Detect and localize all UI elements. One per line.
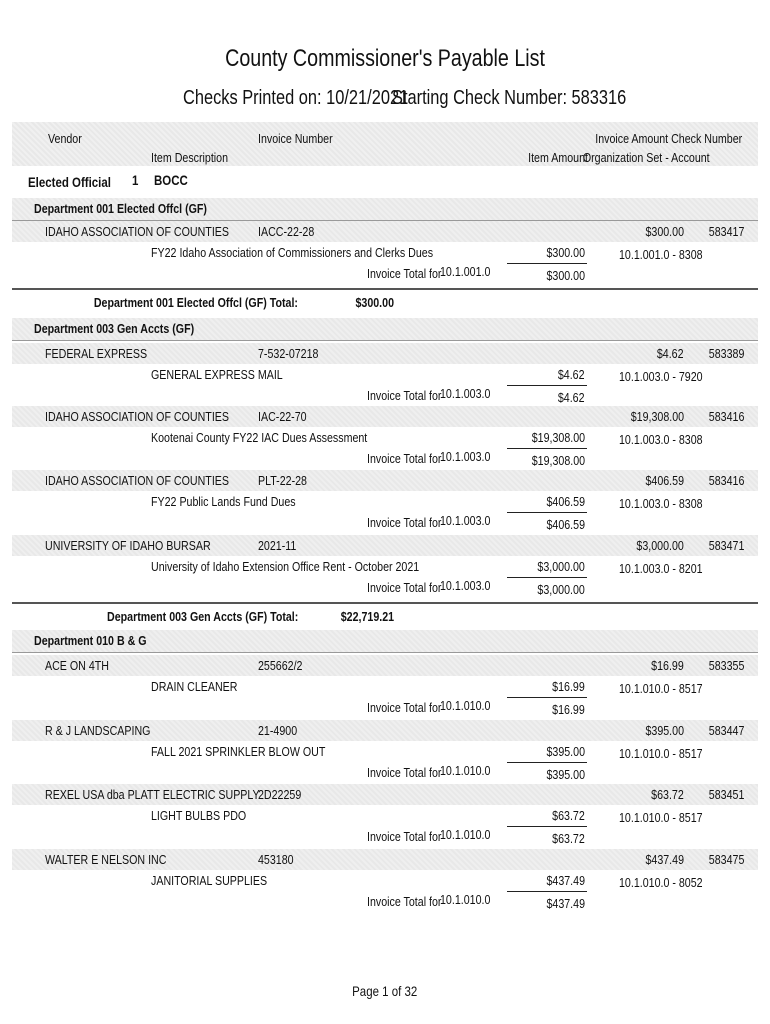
invoice-number: 2021-11	[258, 538, 297, 553]
invoice-number: 255662/2	[258, 658, 303, 673]
invoice-total: $63.72	[552, 831, 585, 846]
invoice-number: 2D22259	[258, 787, 302, 802]
check-number: 583416	[708, 473, 744, 488]
check-number: 583451	[708, 787, 744, 802]
vendor-name: ACE ON 4TH	[45, 658, 109, 673]
invoice-amount: $4.62	[657, 346, 684, 361]
check-number: 583416	[708, 409, 744, 424]
account: 10.1.010.0 - 8052	[619, 875, 703, 890]
invoice-total: $437.49	[546, 896, 585, 911]
header-amount-check: Invoice Amount Check Number	[595, 131, 742, 146]
check-number: 583447	[708, 723, 744, 738]
item-description: FALL 2021 SPRINKLER BLOW OUT	[151, 744, 326, 759]
total-underline	[507, 385, 587, 386]
invoice-total-label: Invoice Total for	[367, 451, 442, 466]
department-name: Department 010 B & G	[34, 633, 147, 648]
item-amount: $395.00	[546, 744, 585, 759]
vendor-name: UNIVERSITY OF IDAHO BURSAR	[45, 538, 211, 553]
section-number: 1	[132, 172, 139, 188]
header-org-set: Organization Set - Account	[583, 150, 710, 165]
invoice-total-org: 10.1.001.0	[440, 264, 491, 279]
report-title: County Commissioner's Payable List	[225, 45, 545, 72]
section-name: BOCC	[154, 172, 188, 188]
invoice-amount: $300.00	[645, 224, 684, 239]
invoice-total-org: 10.1.003.0	[440, 386, 491, 401]
checks-printed-date: Checks Printed on: 10/21/2021	[183, 87, 409, 109]
invoice-total-label: Invoice Total for	[367, 765, 442, 780]
department-name: Department 001 Elected Offcl (GF)	[34, 201, 207, 216]
vendor-name: IDAHO ASSOCIATION OF COUNTIES	[45, 224, 230, 239]
invoice-number: PLT-22-28	[258, 473, 307, 488]
invoice-total-label: Invoice Total for	[367, 580, 442, 595]
invoice-number: 7-532-07218	[258, 346, 319, 361]
header-item-description: Item Description	[151, 150, 229, 165]
department-divider	[12, 340, 758, 341]
check-number: 583389	[708, 346, 744, 361]
page-footer: Page 1 of 32	[352, 983, 418, 999]
department-name: Department 003 Gen Accts (GF)	[34, 321, 195, 336]
invoice-amount: $19,308.00	[630, 409, 684, 424]
vendor-name: REXEL USA dba PLATT ELECTRIC SUPPLY	[45, 787, 260, 802]
invoice-total: $406.59	[546, 517, 585, 532]
department-divider	[12, 652, 758, 653]
invoice-total-org: 10.1.010.0	[440, 892, 491, 907]
account: 10.1.010.0 - 8517	[619, 681, 703, 696]
header-invoice-number: Invoice Number	[258, 131, 333, 146]
invoice-amount: $16.99	[651, 658, 684, 673]
item-description: Kootenai County FY22 IAC Dues Assessment	[151, 430, 368, 445]
account: 10.1.003.0 - 8308	[619, 496, 703, 511]
item-description: FY22 Public Lands Fund Dues	[151, 494, 296, 509]
vendor-name: IDAHO ASSOCIATION OF COUNTIES	[45, 473, 230, 488]
invoice-total-org: 10.1.003.0	[440, 578, 491, 593]
check-number: 583475	[708, 852, 744, 867]
total-underline	[507, 263, 587, 264]
item-amount: $406.59	[546, 494, 585, 509]
item-amount: $16.99	[552, 679, 585, 694]
invoice-amount: $395.00	[645, 723, 684, 738]
invoice-number: IAC-22-70	[258, 409, 307, 424]
total-underline	[507, 697, 587, 698]
account: 10.1.001.0 - 8308	[619, 247, 703, 262]
invoice-total-label: Invoice Total for	[367, 829, 442, 844]
invoice-number: IACC-22-28	[258, 224, 315, 239]
department-total: $300.00	[355, 295, 394, 310]
invoice-total-label: Invoice Total for	[367, 894, 442, 909]
item-amount: $19,308.00	[531, 430, 585, 445]
invoice-total: $16.99	[552, 702, 585, 717]
total-underline	[507, 448, 587, 449]
department-total-rule	[12, 288, 758, 290]
starting-check-number: Starting Check Number: 583316	[392, 87, 627, 109]
total-underline	[507, 762, 587, 763]
invoice-total-org: 10.1.003.0	[440, 513, 491, 528]
invoice-total: $19,308.00	[531, 453, 585, 468]
invoice-total: $3,000.00	[537, 582, 585, 597]
item-description: GENERAL EXPRESS MAIL	[151, 367, 283, 382]
item-amount: $300.00	[546, 245, 585, 260]
total-underline	[507, 826, 587, 827]
invoice-total-org: 10.1.010.0	[440, 763, 491, 778]
invoice-amount: $437.49	[645, 852, 684, 867]
item-amount: $63.72	[552, 808, 585, 823]
total-underline	[507, 577, 587, 578]
department-total-label: Department 003 Gen Accts (GF) Total:	[106, 609, 298, 624]
vendor-name: WALTER E NELSON INC	[45, 852, 167, 867]
section-label: Elected Official	[28, 174, 111, 190]
account: 10.1.010.0 - 8517	[619, 810, 703, 825]
item-amount: $4.62	[558, 367, 585, 382]
total-underline	[507, 891, 587, 892]
item-description: JANITORIAL SUPPLIES	[151, 873, 268, 888]
account: 10.1.003.0 - 8201	[619, 561, 703, 576]
item-description: University of Idaho Extension Office Rent - October 2021	[151, 559, 420, 574]
item-amount: $3,000.00	[537, 559, 585, 574]
total-underline	[507, 512, 587, 513]
vendor-name: IDAHO ASSOCIATION OF COUNTIES	[45, 409, 230, 424]
vendor-name: FEDERAL EXPRESS	[45, 346, 148, 361]
account: 10.1.010.0 - 8517	[619, 746, 703, 761]
invoice-total-org: 10.1.010.0	[440, 827, 491, 842]
invoice-total-label: Invoice Total for	[367, 388, 442, 403]
header-item-amount: Item Amount	[528, 150, 588, 165]
invoice-amount: $406.59	[645, 473, 684, 488]
check-number: 583417	[708, 224, 744, 239]
invoice-total-label: Invoice Total for	[367, 266, 442, 281]
department-total-label: Department 001 Elected Offcl (GF) Total:	[93, 295, 298, 310]
item-description: DRAIN CLEANER	[151, 679, 238, 694]
invoice-number: 453180	[258, 852, 294, 867]
check-number: 583355	[708, 658, 744, 673]
invoice-amount: $3,000.00	[636, 538, 684, 553]
check-number: 583471	[708, 538, 744, 553]
invoice-total: $395.00	[546, 767, 585, 782]
invoice-amount: $63.72	[651, 787, 684, 802]
account: 10.1.003.0 - 8308	[619, 432, 703, 447]
account: 10.1.003.0 - 7920	[619, 369, 703, 384]
header-vendor: Vendor	[48, 131, 82, 146]
invoice-total-label: Invoice Total for	[367, 700, 442, 715]
item-amount: $437.49	[546, 873, 585, 888]
invoice-total-label: Invoice Total for	[367, 515, 442, 530]
department-total-rule	[12, 602, 758, 604]
invoice-number: 21-4900	[258, 723, 298, 738]
vendor-name: R & J LANDSCAPING	[45, 723, 151, 738]
invoice-total-org: 10.1.010.0	[440, 698, 491, 713]
invoice-total: $300.00	[546, 268, 585, 283]
item-description: FY22 Idaho Association of Commissioners and Clerks Dues	[151, 245, 434, 260]
invoice-total-org: 10.1.003.0	[440, 449, 491, 464]
invoice-total: $4.62	[558, 390, 585, 405]
department-total: $22,719.21	[340, 609, 394, 624]
item-description: LIGHT BULBS PDO	[151, 808, 247, 823]
